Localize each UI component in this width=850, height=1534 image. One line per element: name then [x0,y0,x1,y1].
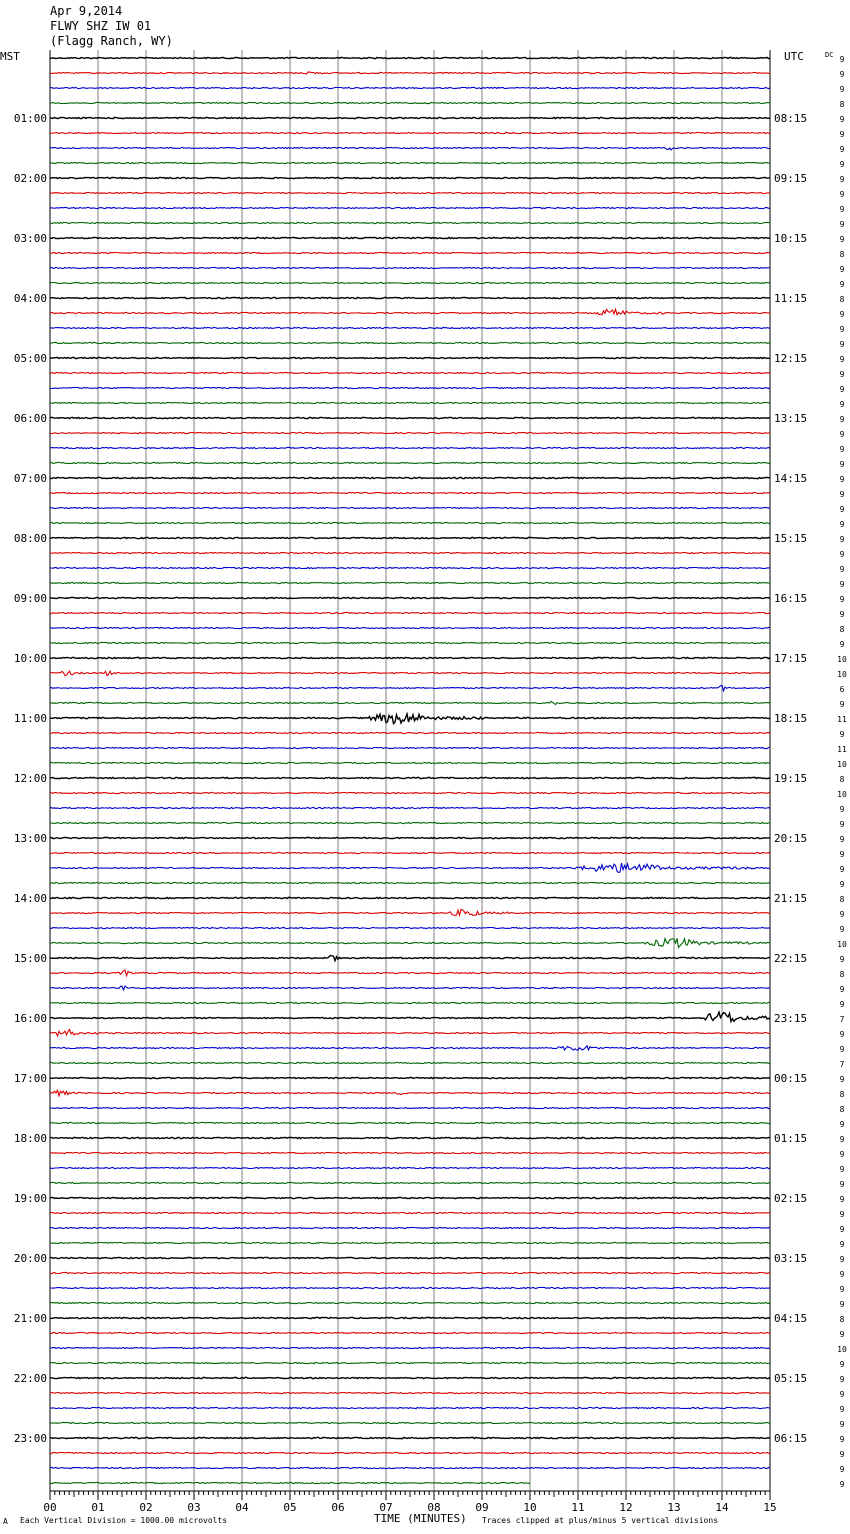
trace-line [50,1332,770,1333]
trace-line [50,1062,770,1063]
trace-line [50,714,770,724]
trace-line [50,1002,770,1003]
right-hour-label: 15:15 [774,532,808,545]
left-hour-label: 03:00 [13,232,47,245]
right-hour-label: 16:15 [774,592,808,605]
trace-line [50,863,770,872]
dc-offset-label: 9 [839,730,845,739]
dc-offset-label: 9 [839,265,845,274]
trace-line [50,282,770,283]
trace-line [50,267,770,268]
trace-line [50,747,770,748]
dc-offset-label: 9 [839,1150,845,1159]
dc-offset-label: 9 [839,850,845,859]
trace-line [50,1077,770,1078]
trace-line [50,1467,770,1468]
dc-offset-label: 9 [839,910,845,919]
dc-offset-label: 9 [839,130,845,139]
trace-line [50,447,770,448]
dc-offset-label: 7 [839,1015,845,1024]
dc-offset-label: 9 [839,505,845,514]
dc-offset-label: 8 [839,1105,845,1114]
trace-line [50,1272,770,1273]
trace-line [50,402,770,403]
dc-offset-label: 9 [839,325,845,334]
dc-offset-label: 9 [839,1405,845,1414]
dc-offset-label: 10 [837,1345,847,1354]
trace-line [50,938,770,947]
trace-line [50,1407,770,1408]
right-hour-label: 11:15 [774,292,808,305]
trace-line [50,1392,770,1393]
dc-offset-label: 9 [839,1240,845,1249]
dc-offset-label: 9 [839,385,845,394]
trace-line [50,909,770,915]
x-axis-title: TIME (MINUTES) [374,1512,467,1525]
left-hour-label: 04:00 [13,292,47,305]
trace-line [50,777,770,778]
dc-offset-label: 9 [839,925,845,934]
dc-offset-label: 9 [839,1435,845,1444]
trace-line [50,522,770,523]
trace-line [50,192,770,193]
dc-offset-label: 9 [839,1450,845,1459]
trace-line [50,1377,770,1378]
right-hour-label: 13:15 [774,412,808,425]
dc-offset-label: 9 [839,115,845,124]
dc-offset-label: 9 [839,190,845,199]
dc-offset-label: 9 [839,1075,845,1084]
right-hour-label: 21:15 [774,892,808,905]
dc-offset-label: 9 [839,430,845,439]
dc-offset-label: 9 [839,55,845,64]
trace-line [50,387,770,388]
dc-offset-label: 9 [839,445,845,454]
clip-note: Traces clipped at plus/minus 5 vertical divisions [482,1516,719,1525]
trace-line [50,1122,770,1123]
trace-line [50,986,770,990]
right-hour-label: 09:15 [774,172,808,185]
trace-line [50,627,770,628]
dc-offset-label: 11 [837,715,847,724]
dc-offset-label: 7 [839,1060,845,1069]
trace-line [50,807,770,808]
trace-line [50,297,770,298]
dc-offset-label: 9 [839,880,845,889]
x-tick-label: 05 [283,1501,297,1514]
left-hour-label: 05:00 [13,352,47,365]
dc-offset-label: 9 [839,610,845,619]
dc-offset-label: 9 [839,1255,845,1264]
trace-line [50,792,770,793]
right-hour-label: 23:15 [774,1012,808,1025]
trace-line [50,162,770,163]
trace-line [50,702,770,705]
trace-line [50,822,770,823]
dc-offset-label: 9 [839,1210,845,1219]
dc-offset-label: 9 [839,595,845,604]
dc-offset-label: 9 [839,310,845,319]
dc-header-label: DC [825,51,834,59]
dc-offset-label: 9 [839,520,845,529]
trace-line [50,1029,770,1036]
trace-line [50,1257,770,1258]
dc-offset-label: 9 [839,460,845,469]
trace-line [50,57,770,58]
x-tick-label: 06 [331,1501,345,1514]
left-hour-label: 13:00 [13,832,47,845]
trace-line [50,642,770,643]
dc-offset-label: 9 [839,1360,845,1369]
dc-offset-label: 11 [837,745,847,754]
left-timezone-label: MST [0,50,20,63]
trace-line [50,897,770,898]
trace-line [50,237,770,238]
trace-line [50,1182,770,1183]
right-hour-label: 04:15 [774,1312,808,1325]
left-hour-label: 07:00 [13,472,47,485]
dc-offset-label: 9 [839,1420,845,1429]
dc-offset-label: 9 [839,1135,845,1144]
dc-offset-label: 9 [839,70,845,79]
dc-offset-label: 6 [839,685,845,694]
dc-offset-label: 9 [839,865,845,874]
x-tick-label: 07 [379,1501,393,1514]
trace-line [50,372,770,373]
right-hour-label: 22:15 [774,952,808,965]
dc-offset-label: 8 [839,1315,845,1324]
x-tick-label: 04 [235,1501,249,1514]
right-hour-label: 03:15 [774,1252,808,1265]
dc-offset-label: 9 [839,340,845,349]
dc-offset-label: 9 [839,565,845,574]
dc-offset-label: 9 [839,1390,845,1399]
left-hour-label: 16:00 [13,1012,47,1025]
dc-offset-label: 9 [839,1225,845,1234]
trace-line [50,87,770,88]
x-tick-label: 01 [91,1501,105,1514]
dc-offset-label: 9 [839,1300,845,1309]
left-hour-label: 22:00 [13,1372,47,1385]
trace-line [50,837,770,838]
trace-line [50,671,770,675]
trace-line [50,1197,770,1198]
right-hour-label: 05:15 [774,1372,808,1385]
left-hour-label: 19:00 [13,1192,47,1205]
right-hour-label: 19:15 [774,772,808,785]
left-hour-label: 21:00 [13,1312,47,1325]
dc-offset-label: 9 [839,85,845,94]
trace-line [50,252,770,253]
dc-offset-label: 9 [839,580,845,589]
trace-line [50,147,770,150]
dc-offset-label: 9 [839,220,845,229]
dc-offset-label: 10 [837,790,847,799]
x-tick-label: 12 [619,1501,633,1514]
trace-line [50,1227,770,1228]
dc-offset-label: 9 [839,400,845,409]
right-hour-label: 10:15 [774,232,808,245]
left-hour-label: 14:00 [13,892,47,905]
right-hour-label: 12:15 [774,352,808,365]
trace-line [50,1137,770,1138]
x-tick-label: 13 [667,1501,681,1514]
trace-line [50,657,770,658]
x-tick-label: 09 [475,1501,489,1514]
left-hour-label: 23:00 [13,1432,47,1445]
trace-line [50,1046,770,1051]
corner-mark: A [3,1517,8,1526]
dc-offset-label: 9 [839,1030,845,1039]
dc-offset-label: 9 [839,160,845,169]
trace-line [50,582,770,583]
x-tick-label: 14 [715,1501,729,1514]
trace-line [50,1317,770,1318]
left-hour-label: 10:00 [13,652,47,665]
left-hour-label: 06:00 [13,412,47,425]
dc-offset-label: 10 [837,670,847,679]
left-hour-label: 02:00 [13,172,47,185]
trace-line [50,882,770,883]
dc-offset-label: 9 [839,1480,845,1489]
trace-line [50,462,770,463]
dc-offset-label: 8 [839,1090,845,1099]
trace-line [50,762,770,763]
trace-line [50,1437,770,1438]
trace-line [50,477,770,478]
dc-offset-label: 8 [839,970,845,979]
left-hour-label: 15:00 [13,952,47,965]
dc-offset-label: 8 [839,625,845,634]
x-tick-label: 03 [187,1501,201,1514]
dc-offset-label: 10 [837,940,847,949]
trace-line [50,327,770,328]
trace-line [50,102,770,103]
x-tick-label: 00 [43,1501,57,1514]
left-hour-label: 09:00 [13,592,47,605]
station-label: FLWY SHZ IW 01 [50,19,152,33]
dc-offset-label: 8 [839,295,845,304]
trace-line [50,1302,770,1303]
trace-line [50,1242,770,1243]
trace-line [50,1167,770,1168]
dc-offset-label: 9 [839,175,845,184]
x-tick-label: 11 [571,1501,585,1514]
dc-offset-label: 9 [839,640,845,649]
trace-line [50,417,770,418]
left-hour-label: 08:00 [13,532,47,545]
trace-line [50,507,770,508]
dc-offset-label: 9 [839,820,845,829]
trace-line [50,207,770,208]
dc-offset-label: 9 [839,1285,845,1294]
dc-offset-label: 9 [839,415,845,424]
trace-line [50,1347,770,1348]
trace-line [50,955,770,960]
trace-line [50,342,770,343]
trace-line [50,970,770,976]
dc-offset-label: 9 [839,280,845,289]
x-tick-label: 15 [763,1501,777,1514]
dc-offset-label: 9 [839,1375,845,1384]
dc-offset-label: 9 [839,700,845,709]
trace-line [50,1422,770,1423]
trace-line [50,1090,770,1096]
trace-line [50,567,770,568]
dc-offset-label: 9 [839,145,845,154]
right-hour-label: 00:15 [774,1072,808,1085]
trace-line [50,309,770,315]
dc-offset-label: 8 [839,895,845,904]
dc-offset-label: 9 [839,235,845,244]
dc-offset-label: 9 [839,550,845,559]
left-hour-label: 12:00 [13,772,47,785]
right-hour-label: 01:15 [774,1132,808,1145]
dc-offset-label: 9 [839,1120,845,1129]
trace-line [50,1362,770,1363]
dc-offset-label: 9 [839,535,845,544]
right-hour-label: 18:15 [774,712,808,725]
trace-line [50,852,770,853]
dc-offset-label: 10 [837,760,847,769]
dc-offset-label: 9 [839,475,845,484]
right-hour-label: 02:15 [774,1192,808,1205]
trace-line [50,177,770,178]
trace-line [50,552,770,553]
dc-offset-label: 9 [839,490,845,499]
dc-offset-label: 9 [839,1330,845,1339]
left-hour-label: 11:00 [13,712,47,725]
dc-offset-label: 9 [839,805,845,814]
right-hour-label: 08:15 [774,112,808,125]
trace-line [50,927,770,928]
left-hour-label: 01:00 [13,112,47,125]
right-hour-label: 17:15 [774,652,808,665]
dc-offset-label: 8 [839,100,845,109]
x-tick-label: 02 [139,1501,153,1514]
trace-line [50,357,770,358]
right-timezone-label: UTC [784,50,804,63]
dc-offset-label: 9 [839,370,845,379]
right-hour-label: 14:15 [774,472,808,485]
dc-offset-label: 10 [837,655,847,664]
left-hour-label: 17:00 [13,1072,47,1085]
trace-line [50,1452,770,1453]
trace-line [50,132,770,133]
dc-offset-label: 9 [839,1270,845,1279]
trace-line [50,686,770,691]
date-label: Apr 9,2014 [50,4,123,18]
trace-line [50,1212,770,1213]
trace-line [50,1287,770,1288]
dc-offset-label: 9 [839,985,845,994]
dc-offset-label: 9 [839,355,845,364]
x-tick-label: 10 [523,1501,537,1514]
dc-offset-label: 9 [839,1000,845,1009]
dc-offset-label: 9 [839,835,845,844]
trace-line [50,117,770,118]
dc-offset-label: 9 [839,1195,845,1204]
x-tick-label: 08 [427,1501,441,1514]
scale-note: Each Vertical Division = 1000.00 microvolts [20,1516,228,1525]
left-hour-label: 18:00 [13,1132,47,1145]
trace-line [50,597,770,598]
dc-offset-label: 9 [839,1045,845,1054]
dc-offset-label: 9 [839,1465,845,1474]
trace-line [50,537,770,538]
dc-offset-label: 9 [839,955,845,964]
trace-line [50,72,770,74]
dc-offset-label: 8 [839,775,845,784]
trace-line [50,1107,770,1108]
trace-line [50,732,770,733]
right-hour-label: 06:15 [774,1432,808,1445]
trace-line [50,222,770,223]
dc-offset-label: 9 [839,205,845,214]
dc-offset-label: 9 [839,1180,845,1189]
trace-line [50,1012,770,1021]
right-hour-label: 20:15 [774,832,808,845]
trace-line [50,492,770,493]
trace-line [50,612,770,613]
dc-offset-label: 9 [839,1165,845,1174]
location-label: (Flagg Ranch, WY) [50,34,173,48]
trace-line [50,1152,770,1153]
trace-line [50,432,770,433]
dc-offset-label: 8 [839,250,845,259]
left-hour-label: 20:00 [13,1252,47,1265]
